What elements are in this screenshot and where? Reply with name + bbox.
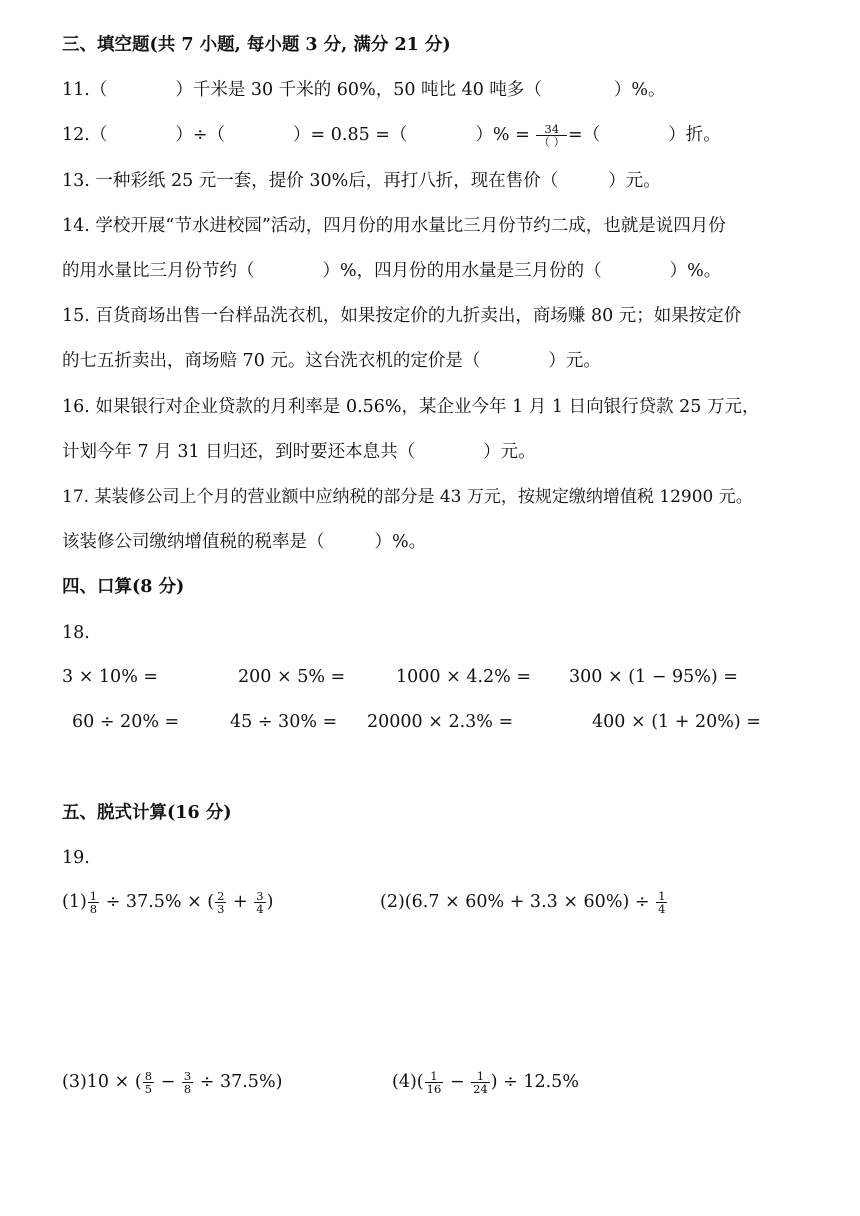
question-15-line-2: 的七五折卖出，商场赔 70 元。这台洗衣机的定价是（ ）元。: [62, 351, 601, 371]
question-14-line-1: 14. 学校开展“节水进校园”活动，四月份的用水量比三月份节约二成，也就是说四月份: [62, 216, 726, 236]
question-13: 13. 一种彩纸 25 元一套，提价 30%后，再打八折，现在售价（ ）元。: [62, 171, 661, 191]
expression-2: (2)(6.7 × 60% + 3.3 × 60%) ÷ $\frac{1}{4}$: [380, 889, 666, 916]
fraction: $\frac{8}{5}$: [144, 1069, 153, 1096]
question-12: 12.（ ）÷（ ）= 0.85 =（ ）% = $\frac{34}{( )}$ =（ ）折。: [62, 122, 721, 149]
fraction: $\frac{3}{8}$: [183, 1069, 192, 1096]
oral-calc-item: 60 ÷ 20% =: [72, 712, 180, 732]
fraction: $\frac{2}{3}$: [217, 889, 225, 916]
oral-calc-item: 300 × (1 − 95%) =: [569, 667, 738, 687]
question-17-line-1: 17. 某装修公司上个月的营业额中应纳税的部分是 43 万元，按规定缴纳增值税 12900 元。: [62, 487, 753, 507]
expression-1: (1) $\frac{1}{8}$ ÷ 37.5% × ( $\frac{2}{3}$ + $\frac{3}{4}$ ): [62, 889, 274, 916]
section-5-title: 五、脱式计算(16 分): [62, 803, 232, 823]
oral-calc-item: 45 ÷ 30% =: [230, 712, 338, 732]
question-18-label: 18.: [62, 623, 90, 643]
section-4-title: 四、口算(8 分): [62, 577, 185, 597]
expression-4: (4)( $\frac{1}{16}$ − $\frac{1}{24}$ ) ÷ 12.5%: [392, 1069, 579, 1096]
question-16-line-1: 16. 如果银行对企业贷款的月利率是 0.56%，某企业今年 1 月 1 日向银行贷款 25 万元，: [62, 397, 760, 417]
question-14-line-2: 的用水量比三月份节约（ ）%，四月份的用水量是三月份的（ ）%。: [62, 261, 722, 281]
oral-calc-item: 400 × (1 + 20%) =: [592, 712, 761, 732]
fraction: $\frac{3}{4}$: [256, 889, 264, 916]
fraction: $\frac{1}{16}$: [426, 1069, 442, 1096]
oral-calc-item: 3 × 10% =: [62, 667, 159, 687]
oral-calc-item: 200 × 5% =: [238, 667, 346, 687]
oral-calc-item: 20000 × 2.3% =: [367, 712, 514, 732]
question-15-line-1: 15. 百货商场出售一台样品洗衣机，如果按定价的九折卖出，商场赚 80 元；如果按定价: [62, 306, 742, 326]
question-17-line-2: 该装修公司缴纳增值税的税率是（ ）%。: [62, 532, 427, 552]
fraction: $\frac{34}{( )}$: [538, 122, 566, 149]
question-11: 11.（ ）千米是 30 千米的 60%，50 吨比 40 吨多（ ）%。: [62, 80, 666, 100]
question-19-label: 19.: [62, 848, 90, 868]
fraction: $\frac{1}{8}$: [89, 889, 98, 916]
section-3-title: 三、填空题(共 7 小题, 每小题 3 分, 满分 21 分): [62, 35, 451, 55]
fraction: $\frac{1}{4}$: [658, 889, 666, 916]
oral-calc-item: 1000 × 4.2% =: [396, 667, 532, 687]
fraction: $\frac{1}{24}$: [473, 1069, 488, 1096]
expression-3: (3)10 × ( $\frac{8}{5}$ − $\frac{3}{8}$ ÷ 37.5%): [62, 1069, 283, 1096]
question-16-line-2: 计划今年 7 月 31 日归还，到时要还本息共（ ）元。: [62, 442, 536, 462]
